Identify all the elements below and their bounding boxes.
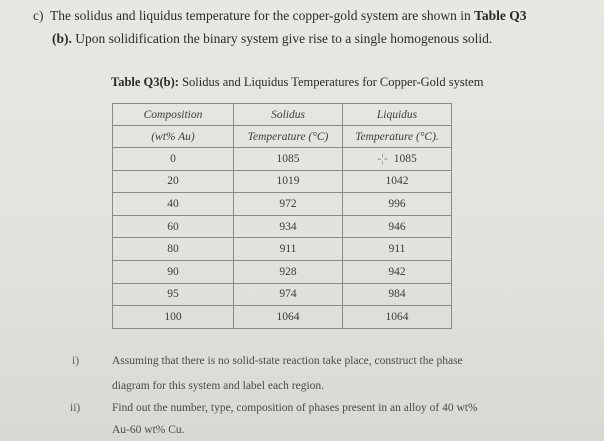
cell-liquidus: 1064 [343,306,452,329]
table-reference-part: (b). [52,31,72,46]
cell-liquidus: 1042 [343,170,452,193]
header-composition-unit: (wt% Au) [113,126,234,148]
question-line-2 [52,32,492,46]
cell-liquidus: 996 [343,193,452,216]
question-label: c) [33,8,44,23]
cell-composition: 60 [113,215,234,238]
table-row [113,306,452,329]
subquestion-number: i) [72,355,80,367]
cell-liquidus: 946 [343,215,452,238]
table-row [113,193,452,216]
table-row [113,215,452,238]
subquestion-text: Au-60 wt% Cu. [112,424,185,436]
subquestion-text: Find out the number, type, composition of phases present in an alloy of 40 wt% [112,402,478,414]
cell-solidus: 934 [234,215,343,238]
cell-composition: 80 [113,238,234,261]
table-caption [111,75,483,90]
cell-composition: 0 [113,148,234,171]
subquestion-number: ii) [70,402,81,414]
solidus-liquidus-table [112,103,452,329]
cell-solidus: 1019 [234,170,343,193]
cell-liquidus: 984 [343,283,452,306]
cell-liquidus: 942 [343,260,452,283]
table-header-row-2 [113,126,452,148]
cell-solidus: 1064 [234,306,343,329]
cell-liquidus-value: 1085 [393,153,417,166]
table-row [113,148,452,171]
table-row [113,260,452,283]
cell-composition: 100 [113,306,234,329]
table-caption-label: Table Q3(b): [111,75,179,89]
cell-solidus: 972 [234,193,343,216]
header-liquidus: Liquidus [343,104,452,126]
subquestion-text: diagram for this system and label each region. [112,380,325,392]
cursor-icon: -¦- [377,151,388,166]
table-row [113,238,452,261]
header-solidus-unit: Temperature (°C) [234,126,343,148]
subquestion-text: Assuming that there is no solid-state reaction take place, construct the phase [112,355,463,367]
cell-solidus: 928 [234,260,343,283]
table-row [113,283,452,306]
cell-composition: 40 [113,193,234,216]
table-reference: Table Q3 [474,8,527,23]
table-header-row-1 [113,104,452,126]
header-composition: Composition [113,104,234,126]
cell-composition: 20 [113,170,234,193]
table-caption-text: Solidus and Liquidus Temperatures for Copper-Gold system [182,75,484,89]
cell-solidus: 1085 [234,148,343,171]
cell-solidus: 911 [234,238,343,261]
question-text-1: The solidus and liquidus temperature for the copper-gold system are shown in [50,8,471,23]
table-row [113,170,452,193]
question-line-1 [33,9,527,23]
cell-liquidus: 911 [343,238,452,261]
header-liquidus-unit: Temperature (°C). [343,126,452,148]
header-solidus: Solidus [234,104,343,126]
cell-liquidus [343,148,452,171]
cell-composition: 95 [113,283,234,306]
question-text-2: Upon solidification the binary system give rise to a single homogenous solid. [75,31,493,46]
cell-solidus: 974 [234,283,343,306]
cell-composition: 90 [113,260,234,283]
